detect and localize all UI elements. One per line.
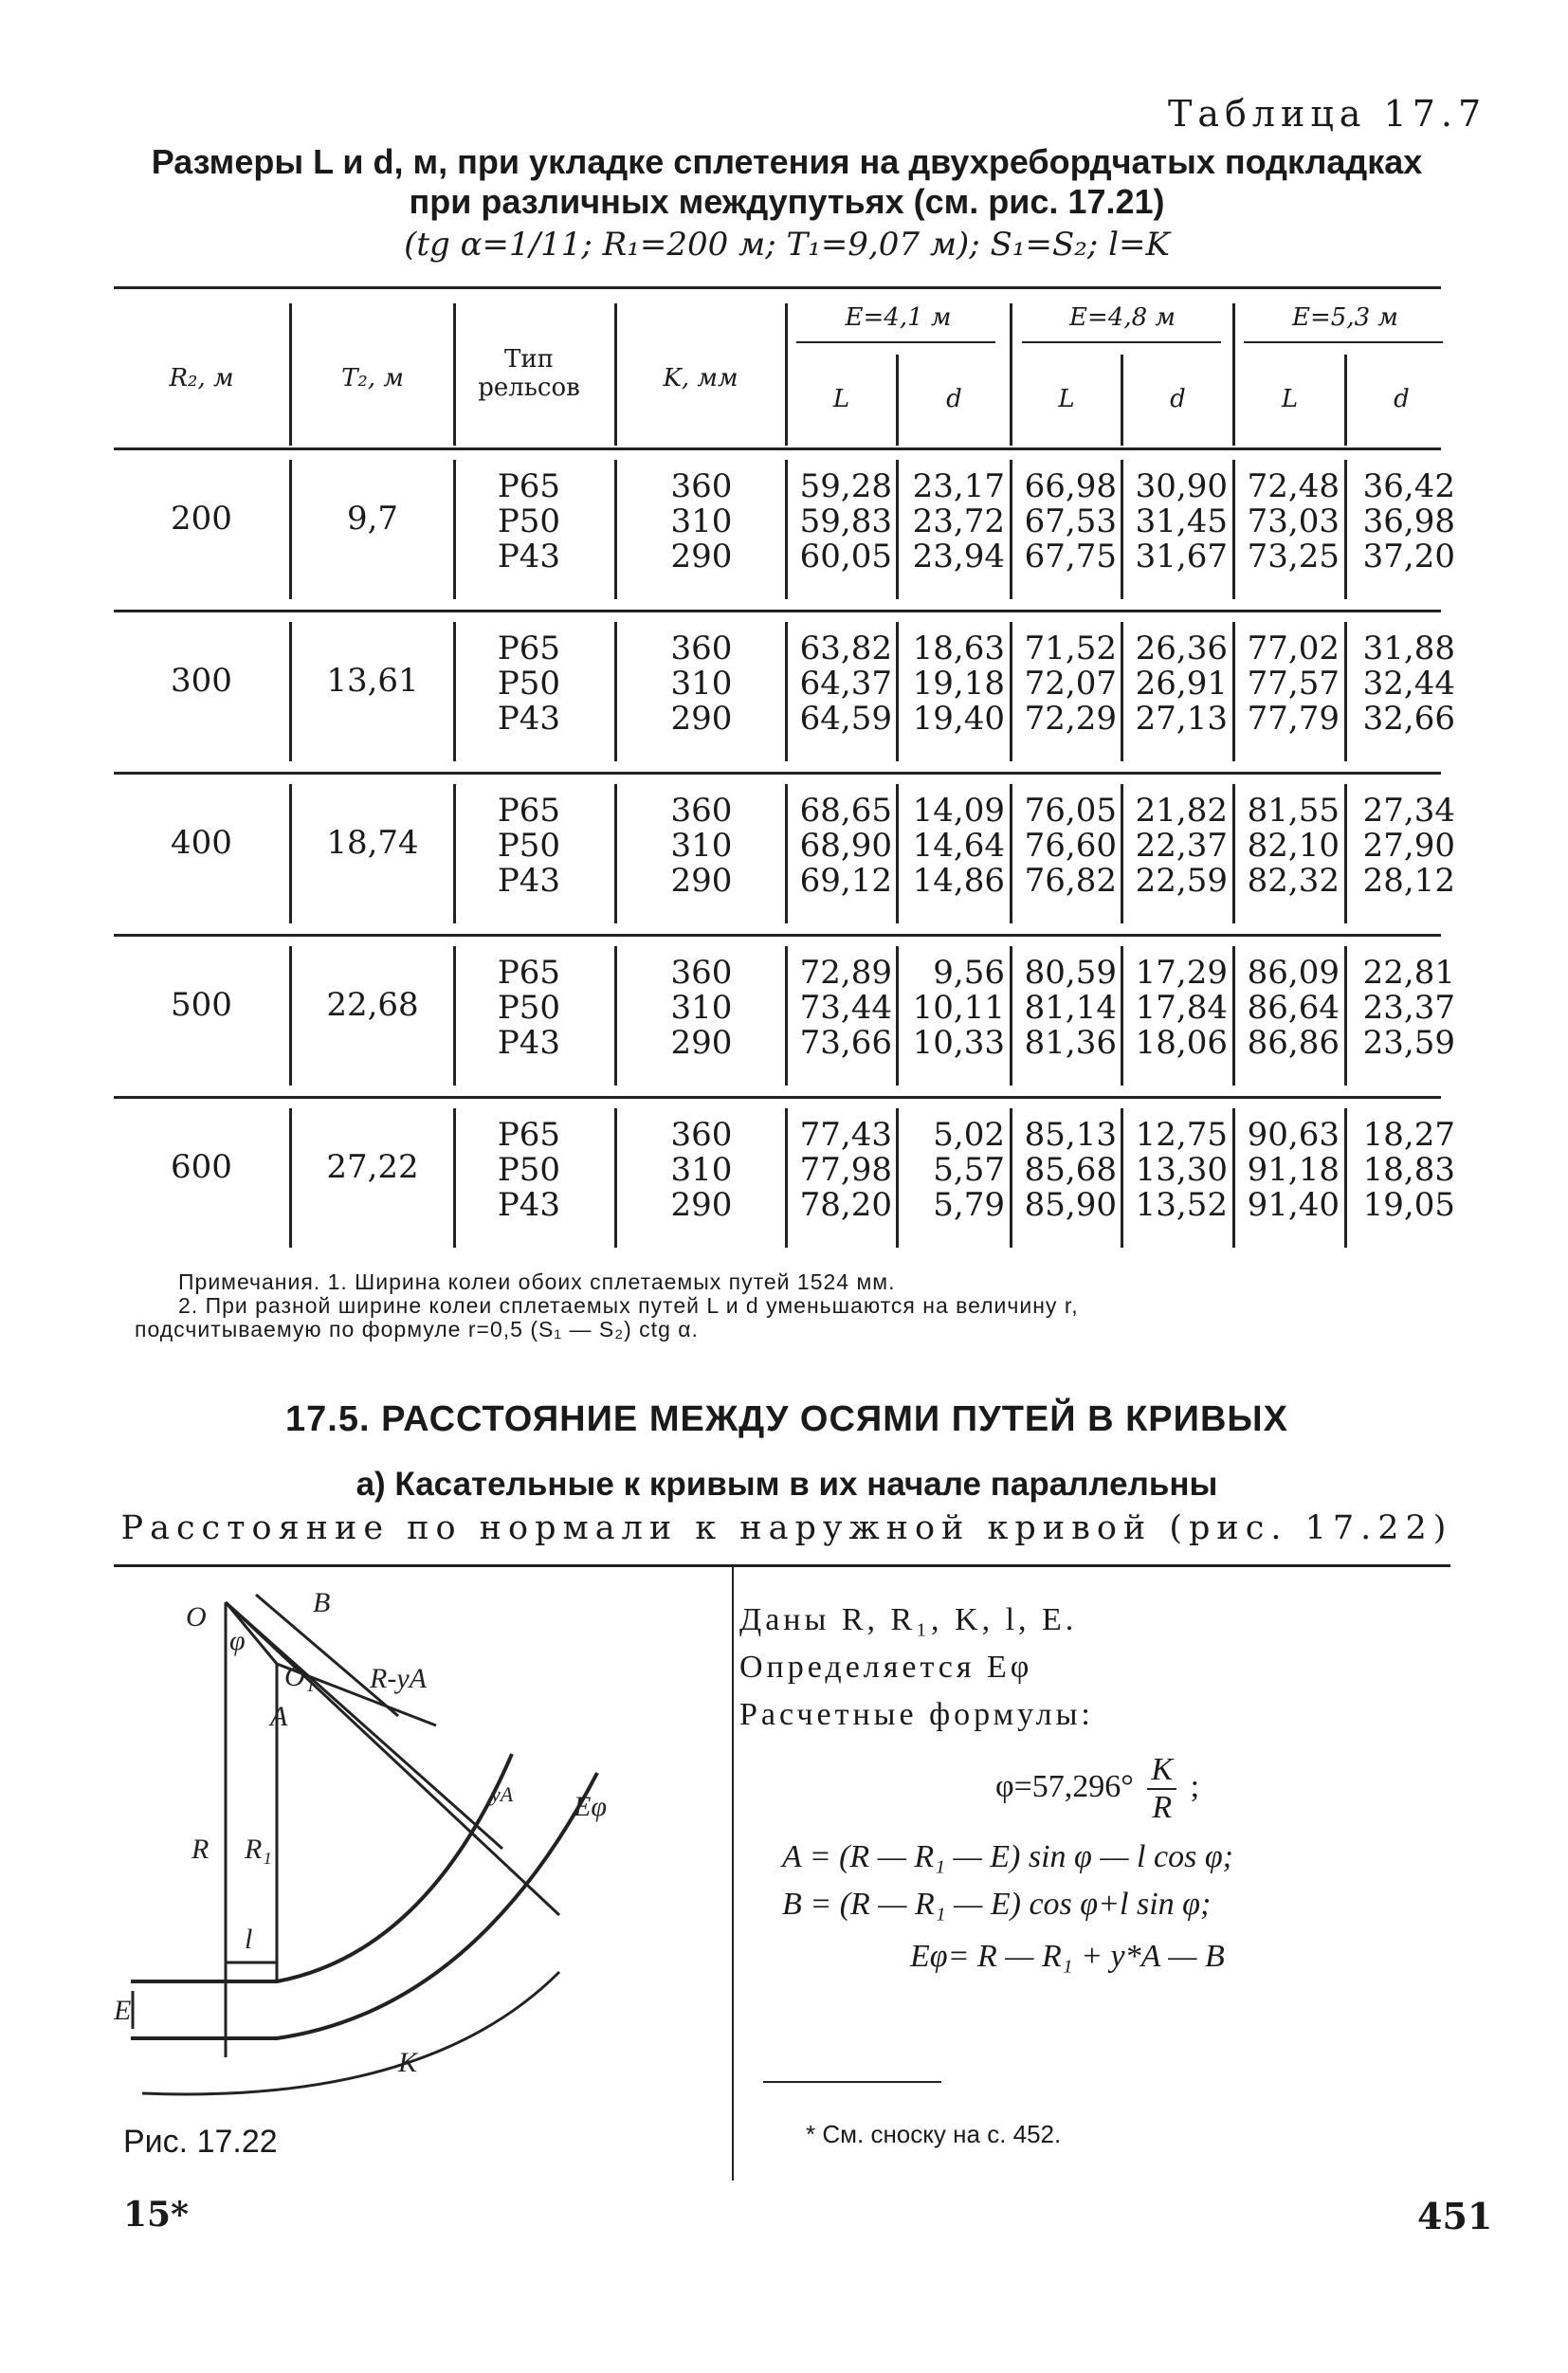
- table-title-line2: при различных междупутьях (см. рис. 17.21): [409, 182, 1165, 221]
- cell-e3d: 31,88: [1362, 630, 1455, 667]
- cell-e2d: 22,37: [1135, 827, 1228, 865]
- cell-e3L: 91,18: [1247, 1151, 1340, 1189]
- cell-e2d: 13,30: [1135, 1151, 1228, 1189]
- cell-k: 290: [670, 1186, 733, 1224]
- footnote-rule: [763, 2081, 941, 2083]
- cell-e1L: 60,05: [799, 538, 892, 575]
- cell-k: 310: [670, 989, 733, 1027]
- header-e2-L: L: [1058, 385, 1075, 413]
- cell-e1d: 14,86: [912, 862, 1005, 900]
- cell-e1L: 63,82: [799, 630, 892, 667]
- cell-rail-type: Р50: [497, 989, 561, 1027]
- header-e3: E=5,3 м: [1292, 303, 1398, 332]
- formula-phi-tail: ;: [1190, 1768, 1200, 1804]
- cell-r2: 300: [171, 662, 232, 700]
- cell-e3d: 36,98: [1362, 502, 1455, 540]
- cell-e3L: 82,32: [1247, 862, 1340, 900]
- cell-e1d: 19,40: [912, 700, 1005, 738]
- cell-e1L: 73,66: [799, 1024, 892, 1062]
- header-e1: E=4,1 м: [845, 303, 952, 332]
- cell-e2L: 85,68: [1024, 1151, 1117, 1189]
- cell-e1d: 14,09: [912, 792, 1005, 830]
- fig-label-ephi: Eφ: [574, 1791, 607, 1822]
- cell-e1L: 69,12: [799, 862, 892, 900]
- cell-e2L: 76,60: [1024, 827, 1117, 865]
- cell-rail-type: Р50: [497, 665, 561, 703]
- cell-e3L: 77,57: [1247, 665, 1340, 703]
- note-3: подсчитываемую по формуле r=0,5 (S₁ — S₂) ctg α.: [135, 1317, 699, 1342]
- cell-e2L: 81,36: [1024, 1024, 1117, 1062]
- cell-r2: 400: [171, 824, 232, 862]
- given-line: Даны R, R₁, K, l, E.: [739, 1602, 1078, 1637]
- header-e3-L: L: [1281, 385, 1299, 413]
- cell-e3d: 36,42: [1362, 467, 1455, 505]
- cell-rail-type: Р50: [497, 502, 561, 540]
- cell-e3L: 77,79: [1247, 700, 1340, 738]
- page-signature: 15*: [123, 2195, 189, 2235]
- cell-e1d: 10,33: [912, 1024, 1005, 1062]
- cell-k: 310: [670, 502, 733, 540]
- figure-17-22: [114, 1574, 645, 2114]
- header-k: K, мм: [663, 364, 738, 392]
- cell-rail-type: Р43: [497, 862, 561, 900]
- formula-phi-num: K: [1147, 1752, 1176, 1790]
- cell-e3d: 19,05: [1362, 1186, 1455, 1224]
- cell-e2d: 31,67: [1135, 538, 1228, 575]
- fig-label-k: K: [398, 2047, 418, 2078]
- cell-e1L: 72,89: [799, 954, 892, 992]
- cell-e2d: 30,90: [1135, 467, 1228, 505]
- cell-e3d: 23,37: [1362, 989, 1455, 1027]
- cell-k: 290: [670, 538, 733, 575]
- fig-k-arc: [142, 1972, 559, 2094]
- cell-e2L: 85,90: [1024, 1186, 1117, 1224]
- cell-e1d: 23,72: [912, 502, 1005, 540]
- formulas-heading: Расчетные формулы:: [739, 1697, 1094, 1732]
- cell-e1L: 59,28: [799, 467, 892, 505]
- header-r2: R₂, м: [169, 364, 234, 392]
- cell-k: 360: [670, 792, 733, 830]
- table-notes: [135, 1269, 1486, 1342]
- header-e3-d: d: [1394, 385, 1410, 413]
- cell-t2: 22,68: [326, 986, 419, 1024]
- cell-e1d: 10,11: [912, 989, 1005, 1027]
- cell-rail-type: Р43: [497, 700, 561, 738]
- cell-k: 290: [670, 862, 733, 900]
- cell-e2L: 80,59: [1024, 954, 1117, 992]
- cell-e2d: 22,59: [1135, 862, 1228, 900]
- header-e1-d: d: [946, 385, 962, 413]
- cell-k: 360: [670, 1116, 733, 1154]
- formula-a: A = (R — R₁ — E) sin φ — l cos φ;: [782, 1839, 1233, 1874]
- cell-rail-type: Р43: [497, 1186, 561, 1224]
- cell-r2: 500: [171, 986, 232, 1024]
- section-subheading: а) Касательные к кривым в их начале параллельны: [356, 1466, 1218, 1503]
- cell-e1d: 23,94: [912, 538, 1005, 575]
- cell-e2L: 72,07: [1024, 665, 1117, 703]
- cell-t2: 18,74: [326, 824, 419, 862]
- fig-label-o1: O₁: [284, 1661, 316, 1692]
- cell-r2: 600: [171, 1148, 232, 1186]
- cell-r2: 200: [171, 500, 232, 538]
- cell-e2L: 67,53: [1024, 502, 1117, 540]
- table-params: (tg α=1/11; R₁=200 м; T₁=9,07 м); S₁=S₂; l=K: [404, 226, 1170, 264]
- header-e2-d: d: [1170, 385, 1186, 413]
- cell-e3d: 28,12: [1362, 862, 1455, 900]
- fig-label-r1: R₁: [245, 1834, 272, 1865]
- cell-e1L: 59,83: [799, 502, 892, 540]
- cell-e3L: 90,63: [1247, 1116, 1340, 1154]
- cell-e3L: 77,02: [1247, 630, 1340, 667]
- fig-label-r: R: [191, 1834, 210, 1865]
- cell-e2L: 67,75: [1024, 538, 1117, 575]
- column-divider: [732, 1564, 734, 2181]
- cell-e1d: 18,63: [912, 630, 1005, 667]
- cell-e1d: 5,57: [933, 1151, 1005, 1189]
- formula-phi-lhs: φ=57,296°: [995, 1768, 1134, 1804]
- fig-label-ya: yA: [491, 1782, 514, 1806]
- cell-e2d: 12,75: [1135, 1116, 1228, 1154]
- cell-e3d: 27,34: [1362, 792, 1455, 830]
- cell-e1L: 68,90: [799, 827, 892, 865]
- cell-rail-type: Р65: [497, 467, 561, 505]
- cell-e2d: 21,82: [1135, 792, 1228, 830]
- cell-e3d: 37,20: [1362, 538, 1455, 575]
- cell-e2d: 17,29: [1135, 954, 1228, 992]
- cell-e3d: 18,83: [1362, 1151, 1455, 1189]
- cell-rail-type: Р43: [497, 538, 561, 575]
- cell-rail-type: Р65: [497, 630, 561, 667]
- fig-label-phi: φ: [229, 1625, 246, 1656]
- cell-e3d: 23,59: [1362, 1024, 1455, 1062]
- cell-e2L: 71,52: [1024, 630, 1117, 667]
- cell-e1d: 19,18: [912, 665, 1005, 703]
- cell-e3L: 73,03: [1247, 502, 1340, 540]
- cell-rail-type: Р50: [497, 1151, 561, 1189]
- cell-e2d: 13,52: [1135, 1186, 1228, 1224]
- cell-e3L: 81,55: [1247, 792, 1340, 830]
- cell-t2: 9,7: [346, 500, 399, 538]
- cell-rail-type: Р65: [497, 1116, 561, 1154]
- cell-e3d: 32,44: [1362, 665, 1455, 703]
- determined-line: Определяется Eφ: [739, 1650, 1033, 1685]
- cell-e3L: 86,64: [1247, 989, 1340, 1027]
- cell-e2d: 26,91: [1135, 665, 1228, 703]
- fig-label-b: B: [313, 1587, 331, 1618]
- fig-label-o: O: [186, 1601, 207, 1633]
- cell-rail-type: Р65: [497, 792, 561, 830]
- cell-e2d: 17,84: [1135, 989, 1228, 1027]
- divider: [114, 1564, 1450, 1567]
- figure-caption: Рис. 17.22: [123, 2124, 278, 2160]
- cell-e2d: 18,06: [1135, 1024, 1228, 1062]
- cell-e1d: 5,02: [933, 1116, 1005, 1154]
- section-heading: 17.5. РАССТОЯНИЕ МЕЖДУ ОСЯМИ ПУТЕЙ В КРИВЫХ: [285, 1399, 1288, 1439]
- cell-e1L: 78,20: [799, 1186, 892, 1224]
- fig-label-e: E: [114, 1995, 132, 2026]
- cell-e3d: 32,66: [1362, 700, 1455, 738]
- cell-t2: 27,22: [326, 1148, 419, 1186]
- cell-e1d: 23,17: [912, 467, 1005, 505]
- cell-e3L: 86,09: [1247, 954, 1340, 992]
- formula-phi: [995, 1752, 1199, 1826]
- cell-e1d: 5,79: [933, 1186, 1005, 1224]
- page-number: 451: [1417, 2195, 1493, 2237]
- cell-e3d: 22,81: [1362, 954, 1455, 992]
- cell-k: 360: [670, 630, 733, 667]
- formula-phi-den: R: [1152, 1790, 1173, 1825]
- cell-k: 360: [670, 954, 733, 992]
- fig-label-r-ya: R-yA: [370, 1663, 427, 1694]
- cell-e1d: 14,64: [912, 827, 1005, 865]
- cell-e3L: 82,10: [1247, 827, 1340, 865]
- cell-e1L: 73,44: [799, 989, 892, 1027]
- cell-k: 310: [670, 1151, 733, 1189]
- formula-b: B = (R — R₁ — E) cos φ+l sin φ;: [782, 1887, 1212, 1922]
- cell-e2L: 76,05: [1024, 792, 1117, 830]
- cell-e1d: 9,56: [933, 954, 1005, 992]
- cell-e2L: 76,82: [1024, 862, 1117, 900]
- cell-e3L: 91,40: [1247, 1186, 1340, 1224]
- cell-e2L: 85,13: [1024, 1116, 1117, 1154]
- table-title: [114, 142, 1460, 222]
- cell-k: 310: [670, 665, 733, 703]
- fig-radial-inner: [226, 1602, 502, 1849]
- note-1: Примечания. 1. Ширина колеи обоих сплетаемых путей 1524 мм.: [178, 1269, 896, 1294]
- cell-k: 360: [670, 467, 733, 505]
- cell-e1L: 64,59: [799, 700, 892, 738]
- cell-e3d: 27,90: [1362, 827, 1455, 865]
- cell-e3L: 72,48: [1247, 467, 1340, 505]
- table-title-line1: Размеры L и d, м, при укладке сплетения на двухребордчатых подкладках: [151, 142, 1423, 181]
- header-rail-type: Тип рельсов: [478, 345, 580, 402]
- cell-e3d: 18,27: [1362, 1116, 1455, 1154]
- table-label: Таблица 17.7: [1168, 93, 1487, 135]
- cell-rail-type: Р65: [497, 954, 561, 992]
- cell-k: 290: [670, 1024, 733, 1062]
- cell-e1L: 68,65: [799, 792, 892, 830]
- cell-e2d: 26,36: [1135, 630, 1228, 667]
- cell-e1L: 77,98: [799, 1151, 892, 1189]
- cell-rail-type: Р50: [497, 827, 561, 865]
- cell-e3L: 86,86: [1247, 1024, 1340, 1062]
- cell-e2L: 81,14: [1024, 989, 1117, 1027]
- header-t2: T₂, м: [341, 364, 404, 392]
- header-e1-L: L: [832, 385, 850, 413]
- fig-inner-track: [131, 1754, 512, 1981]
- fig-label-a: A: [270, 1701, 288, 1732]
- cell-k: 310: [670, 827, 733, 865]
- formula-e: Eφ= R — R₁ + y*A — B: [910, 1939, 1225, 1974]
- cell-k: 290: [670, 700, 733, 738]
- note-2: 2. При разной ширине колеи сплетаемых путей L и d уменьшаются на величину r,: [178, 1293, 1079, 1318]
- cell-e3L: 73,25: [1247, 538, 1340, 575]
- header-e2: E=4,8 м: [1069, 303, 1176, 332]
- cell-e1L: 77,43: [799, 1116, 892, 1154]
- section-subheading-2: Расстояние по нормали к наружной кривой (рис. 17.22): [120, 1509, 1453, 1547]
- cell-t2: 13,61: [326, 662, 419, 700]
- cell-e2d: 27,13: [1135, 700, 1228, 738]
- fig-label-l: l: [245, 1924, 253, 1955]
- cell-rail-type: Р43: [497, 1024, 561, 1062]
- cell-e1L: 64,37: [799, 665, 892, 703]
- cell-e2L: 72,29: [1024, 700, 1117, 738]
- cell-e2L: 66,98: [1024, 467, 1117, 505]
- footnote: * См. сноску на с. 452.: [806, 2120, 1062, 2148]
- cell-e2d: 31,45: [1135, 502, 1228, 540]
